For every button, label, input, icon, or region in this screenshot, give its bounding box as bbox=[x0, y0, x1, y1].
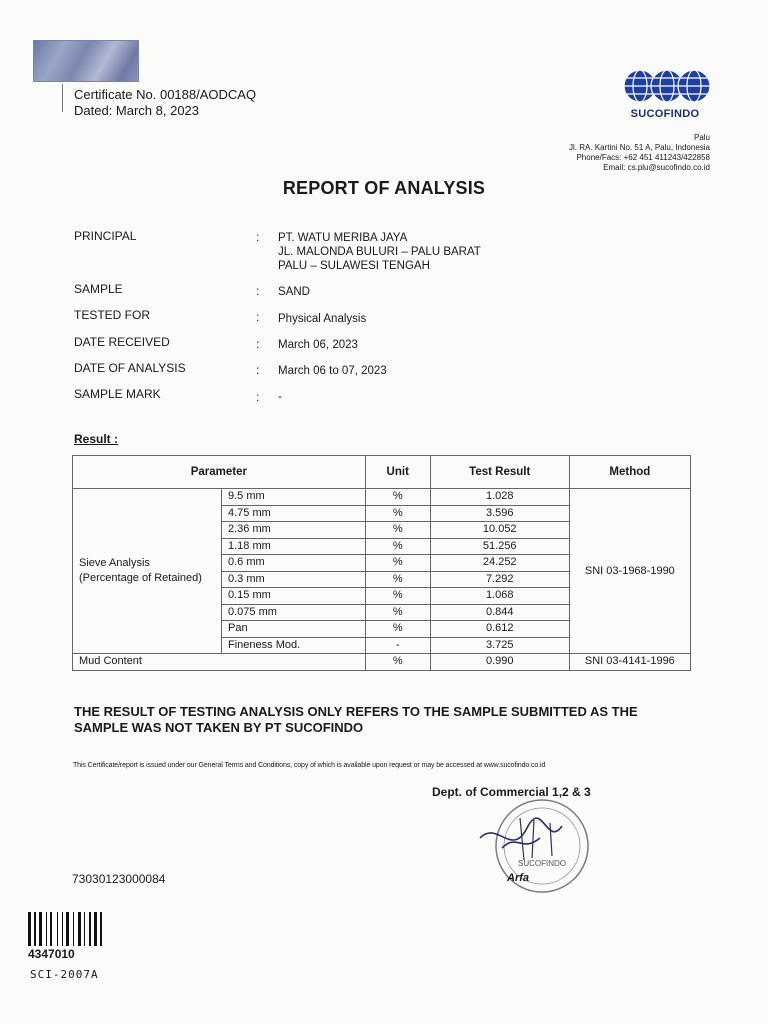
unit-cell: % bbox=[365, 621, 430, 638]
divider bbox=[62, 84, 63, 112]
result-cell: 1.068 bbox=[430, 588, 569, 605]
sieve-size: 2.36 mm bbox=[222, 522, 366, 539]
colon: : bbox=[256, 230, 260, 244]
result-table bbox=[72, 455, 691, 671]
certificate-info bbox=[74, 87, 256, 119]
colon: : bbox=[256, 337, 260, 351]
sample-mark-value: - bbox=[278, 391, 282, 403]
sieve-size: 9.5 mm bbox=[222, 489, 366, 506]
company-city: Palu bbox=[693, 133, 710, 142]
result-cell: 3.596 bbox=[430, 505, 569, 522]
report-title: REPORT OF ANALYSIS bbox=[282, 178, 486, 198]
mud-method-cell: SNI 03-4141-1996 bbox=[569, 654, 690, 671]
result-cell: 1.028 bbox=[430, 489, 569, 506]
table-row bbox=[73, 654, 691, 671]
terms-fine-print: This Certificate/report is issued under our General Terms and Conditions, copy of which is available upon request or may be accessed at www.sucofindo.co.id bbox=[73, 762, 546, 769]
tested-for-value: Physical Analysis bbox=[278, 313, 367, 325]
sieve-size: 0.075 mm bbox=[222, 604, 366, 621]
company-stamp-icon bbox=[472, 798, 592, 898]
stamp-text: SUCOFINDO bbox=[518, 859, 566, 868]
department-label: Dept. of Commercial 1,2 & 3 bbox=[432, 785, 591, 799]
unit-cell: % bbox=[365, 522, 430, 539]
sieve-analysis-label: Sieve Analysis bbox=[79, 557, 150, 569]
principal-line: JL. MALONDA BULURI – PALU BARAT bbox=[278, 246, 481, 258]
sieve-size: Fineness Mod. bbox=[222, 637, 366, 654]
unit-cell: % bbox=[365, 538, 430, 555]
company-address bbox=[569, 133, 710, 173]
table-header-row bbox=[73, 456, 691, 489]
principal-line: PT. WATU MERIBA JAYA bbox=[278, 232, 408, 244]
result-cell: 7.292 bbox=[430, 571, 569, 588]
result-cell: 51.256 bbox=[430, 538, 569, 555]
sieve-size: 4.75 mm bbox=[222, 505, 366, 522]
result-cell: 0.612 bbox=[430, 621, 569, 638]
document-number: 73030123000084 bbox=[72, 872, 166, 886]
sieve-analysis-cell bbox=[73, 489, 222, 654]
sieve-size: 0.3 mm bbox=[222, 571, 366, 588]
date-received-label: DATE RECEIVED bbox=[74, 335, 170, 349]
date-of-analysis-label: DATE OF ANALYSIS bbox=[74, 361, 186, 375]
colon: : bbox=[256, 390, 260, 404]
table-row bbox=[73, 489, 691, 506]
tested-for-label: TESTED FOR bbox=[74, 308, 151, 322]
barcode-icon bbox=[28, 912, 128, 946]
certificate-date: Dated: March 8, 2023 bbox=[74, 103, 200, 118]
sieve-size: 0.15 mm bbox=[222, 588, 366, 605]
company-email: Email: cs.plu@sucofindo.co.id bbox=[603, 163, 710, 172]
barcode-number: 4347010 bbox=[28, 947, 75, 961]
unit-cell: - bbox=[365, 637, 430, 654]
disclaimer-note: THE RESULT OF TESTING ANALYSIS ONLY REFERS TO THE SAMPLE SUBMITTED AS THE SAMPLE WAS NOT TAKEN BY PT SUCOFINDO bbox=[74, 704, 638, 735]
date-received-value: March 06, 2023 bbox=[278, 339, 358, 351]
certificate-number: Certificate No. 00188/AODCAQ bbox=[74, 87, 257, 102]
sample-mark-label: SAMPLE MARK bbox=[74, 387, 161, 401]
header-method: Method bbox=[569, 456, 690, 489]
unit-cell: % bbox=[365, 588, 430, 605]
unit-cell: % bbox=[365, 555, 430, 572]
result-cell: 0.844 bbox=[430, 604, 569, 621]
result-cell: 0.990 bbox=[430, 654, 569, 671]
result-cell: 24.252 bbox=[430, 555, 569, 572]
header-unit: Unit bbox=[365, 456, 430, 489]
result-label: Result : bbox=[74, 432, 119, 446]
colon: : bbox=[256, 363, 260, 377]
principal-value bbox=[278, 231, 481, 273]
mud-content-label: Mud Content bbox=[73, 654, 366, 671]
principal-label: PRINCIPAL bbox=[74, 229, 137, 243]
header-parameter: Parameter bbox=[73, 456, 366, 489]
result-cell: 3.725 bbox=[430, 637, 569, 654]
company-street: Jl. RA. Kartini No. 51 A, Palu, Indonesia bbox=[569, 143, 710, 152]
principal-line: PALU – SULAWESI TENGAH bbox=[278, 260, 430, 272]
unit-cell: % bbox=[365, 489, 430, 506]
result-cell: 10.052 bbox=[430, 522, 569, 539]
colon: : bbox=[256, 284, 260, 298]
sieve-size: 0.6 mm bbox=[222, 555, 366, 572]
unit-cell: % bbox=[365, 654, 430, 671]
hologram-seal bbox=[33, 40, 139, 82]
signatory-name: Arfa bbox=[507, 872, 530, 884]
form-code: SCI-2007A bbox=[30, 968, 99, 981]
company-name: SUCOFINDO bbox=[630, 108, 700, 120]
unit-cell: % bbox=[365, 604, 430, 621]
colon: : bbox=[256, 310, 260, 324]
sieve-analysis-sublabel: (Percentage of Retained) bbox=[79, 572, 202, 584]
unit-cell: % bbox=[365, 571, 430, 588]
sieve-size: 1.18 mm bbox=[222, 538, 366, 555]
sample-label: SAMPLE bbox=[74, 282, 123, 296]
sieve-size: Pan bbox=[222, 621, 366, 638]
company-phone: Phone/Facs: +62 451 411243/422858 bbox=[576, 153, 710, 162]
unit-cell: % bbox=[365, 505, 430, 522]
header-test-result: Test Result bbox=[430, 456, 569, 489]
sieve-method-cell: SNI 03-1968-1990 bbox=[569, 489, 690, 654]
sample-value: SAND bbox=[278, 286, 310, 298]
date-of-analysis-value: March 06 to 07, 2023 bbox=[278, 365, 387, 377]
